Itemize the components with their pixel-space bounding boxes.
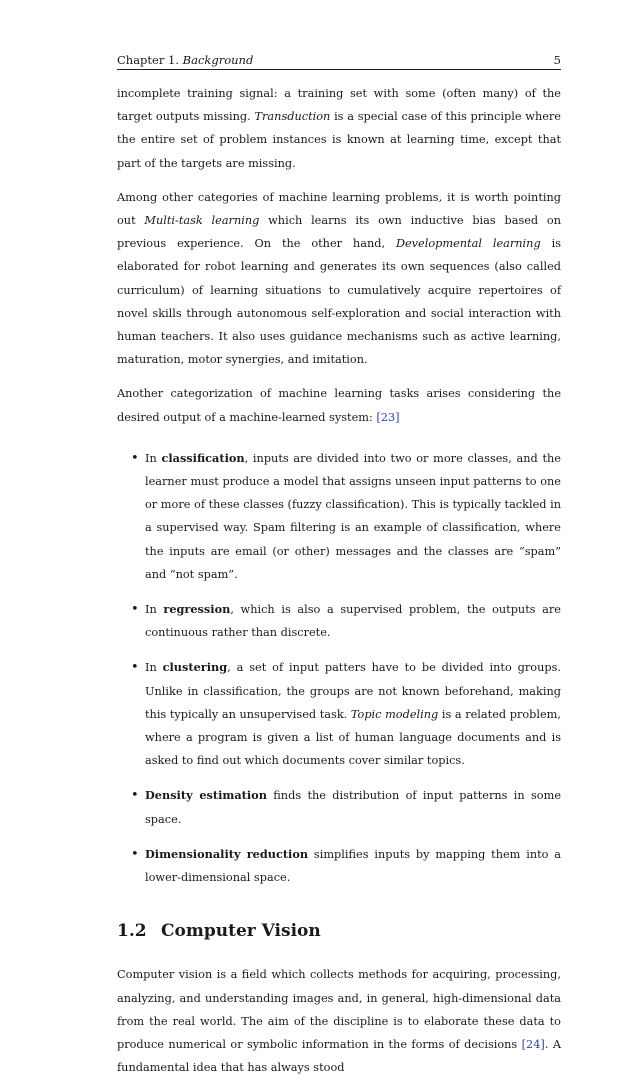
list-item: • In regression, which is also a supervised problem, the outputs are continuous rather than discrete. bbox=[145, 598, 561, 644]
list-item: • In clustering, a set of input patters have to be divided into groups. Unlike in classification, the groups are not known beforehand, making this typically an unsupervised task. Topic modeling is a related problem, where a program is given a list of human language documents and is asked to find out which documents cover similar topics. bbox=[145, 656, 561, 772]
header-chapter: Chapter 1. Background bbox=[117, 53, 254, 67]
page-number: 5 bbox=[553, 53, 561, 67]
term-developmental-learning: Developmental learning bbox=[395, 237, 541, 251]
section-heading bbox=[117, 919, 561, 943]
section-number: 1.2 bbox=[117, 921, 147, 942]
paragraph-2: Among other categories of machine learning problems, it is worth pointing out Multi-task learning which learns its own inductive bias based on previous experience. On the other hand, Developmental learning is elaborated for robot learning and generates its own sequences (also called curriculum) of learning situations to cumulatively acquire repertoires of novel skills through autonomous self-exploration and social interaction with human teachers. It also uses guidance mechanisms such as active learning, maturation, motor synergies, and imitation. bbox=[117, 190, 562, 367]
paragraph-1: incomplete training signal: a training set with some (often many) of the target outputs missing. Transduction is a special case of this principle where the entire set of problem instances is known at learning time, except that part of the targets are missing. bbox=[117, 87, 561, 170]
citation-link[interactable]: [23] bbox=[376, 410, 400, 424]
body-text bbox=[117, 82, 561, 1090]
term-transduction: Transduction bbox=[254, 110, 331, 124]
list-item: • In classification, inputs are divided into two or more classes, and the learner must produce a model that assigns unseen input patterns to one or more of these classes (fuzzy classification). This is typically tackled in a supervised way. Spam filtering is an example of classification, where the inputs are email (or other) messages and the classes are “spam” and “not spam”. bbox=[145, 447, 561, 586]
paragraph-4: Computer vision is a field which collects methods for acquiring, processing, analyzing, and understanding images and, in general, high-dimensional data from the real world. The aim of the discipline is to elaborate these data to produce numerical or symbolic information in the forms of decisions [24]. A fundamental idea that has always stood bbox=[117, 968, 561, 1075]
paragraph-3: Another categorization of machine learning tasks arises considering the desired output of a machine-learned system: [23] bbox=[117, 387, 561, 424]
section-title: Computer Vision bbox=[161, 921, 321, 942]
term-multi-task-learning: Multi-task learning bbox=[144, 214, 260, 228]
list-item: • Dimensionality reduction simplifies inputs by mapping them into a lower-dimensional space. bbox=[145, 843, 561, 889]
list-item: • Density estimation finds the distribution of input patterns in some space. bbox=[145, 784, 561, 830]
task-list bbox=[117, 447, 561, 889]
running-header bbox=[117, 53, 561, 70]
citation-link[interactable]: [24] bbox=[521, 1037, 545, 1051]
header-chapter-title: Background bbox=[182, 53, 254, 67]
